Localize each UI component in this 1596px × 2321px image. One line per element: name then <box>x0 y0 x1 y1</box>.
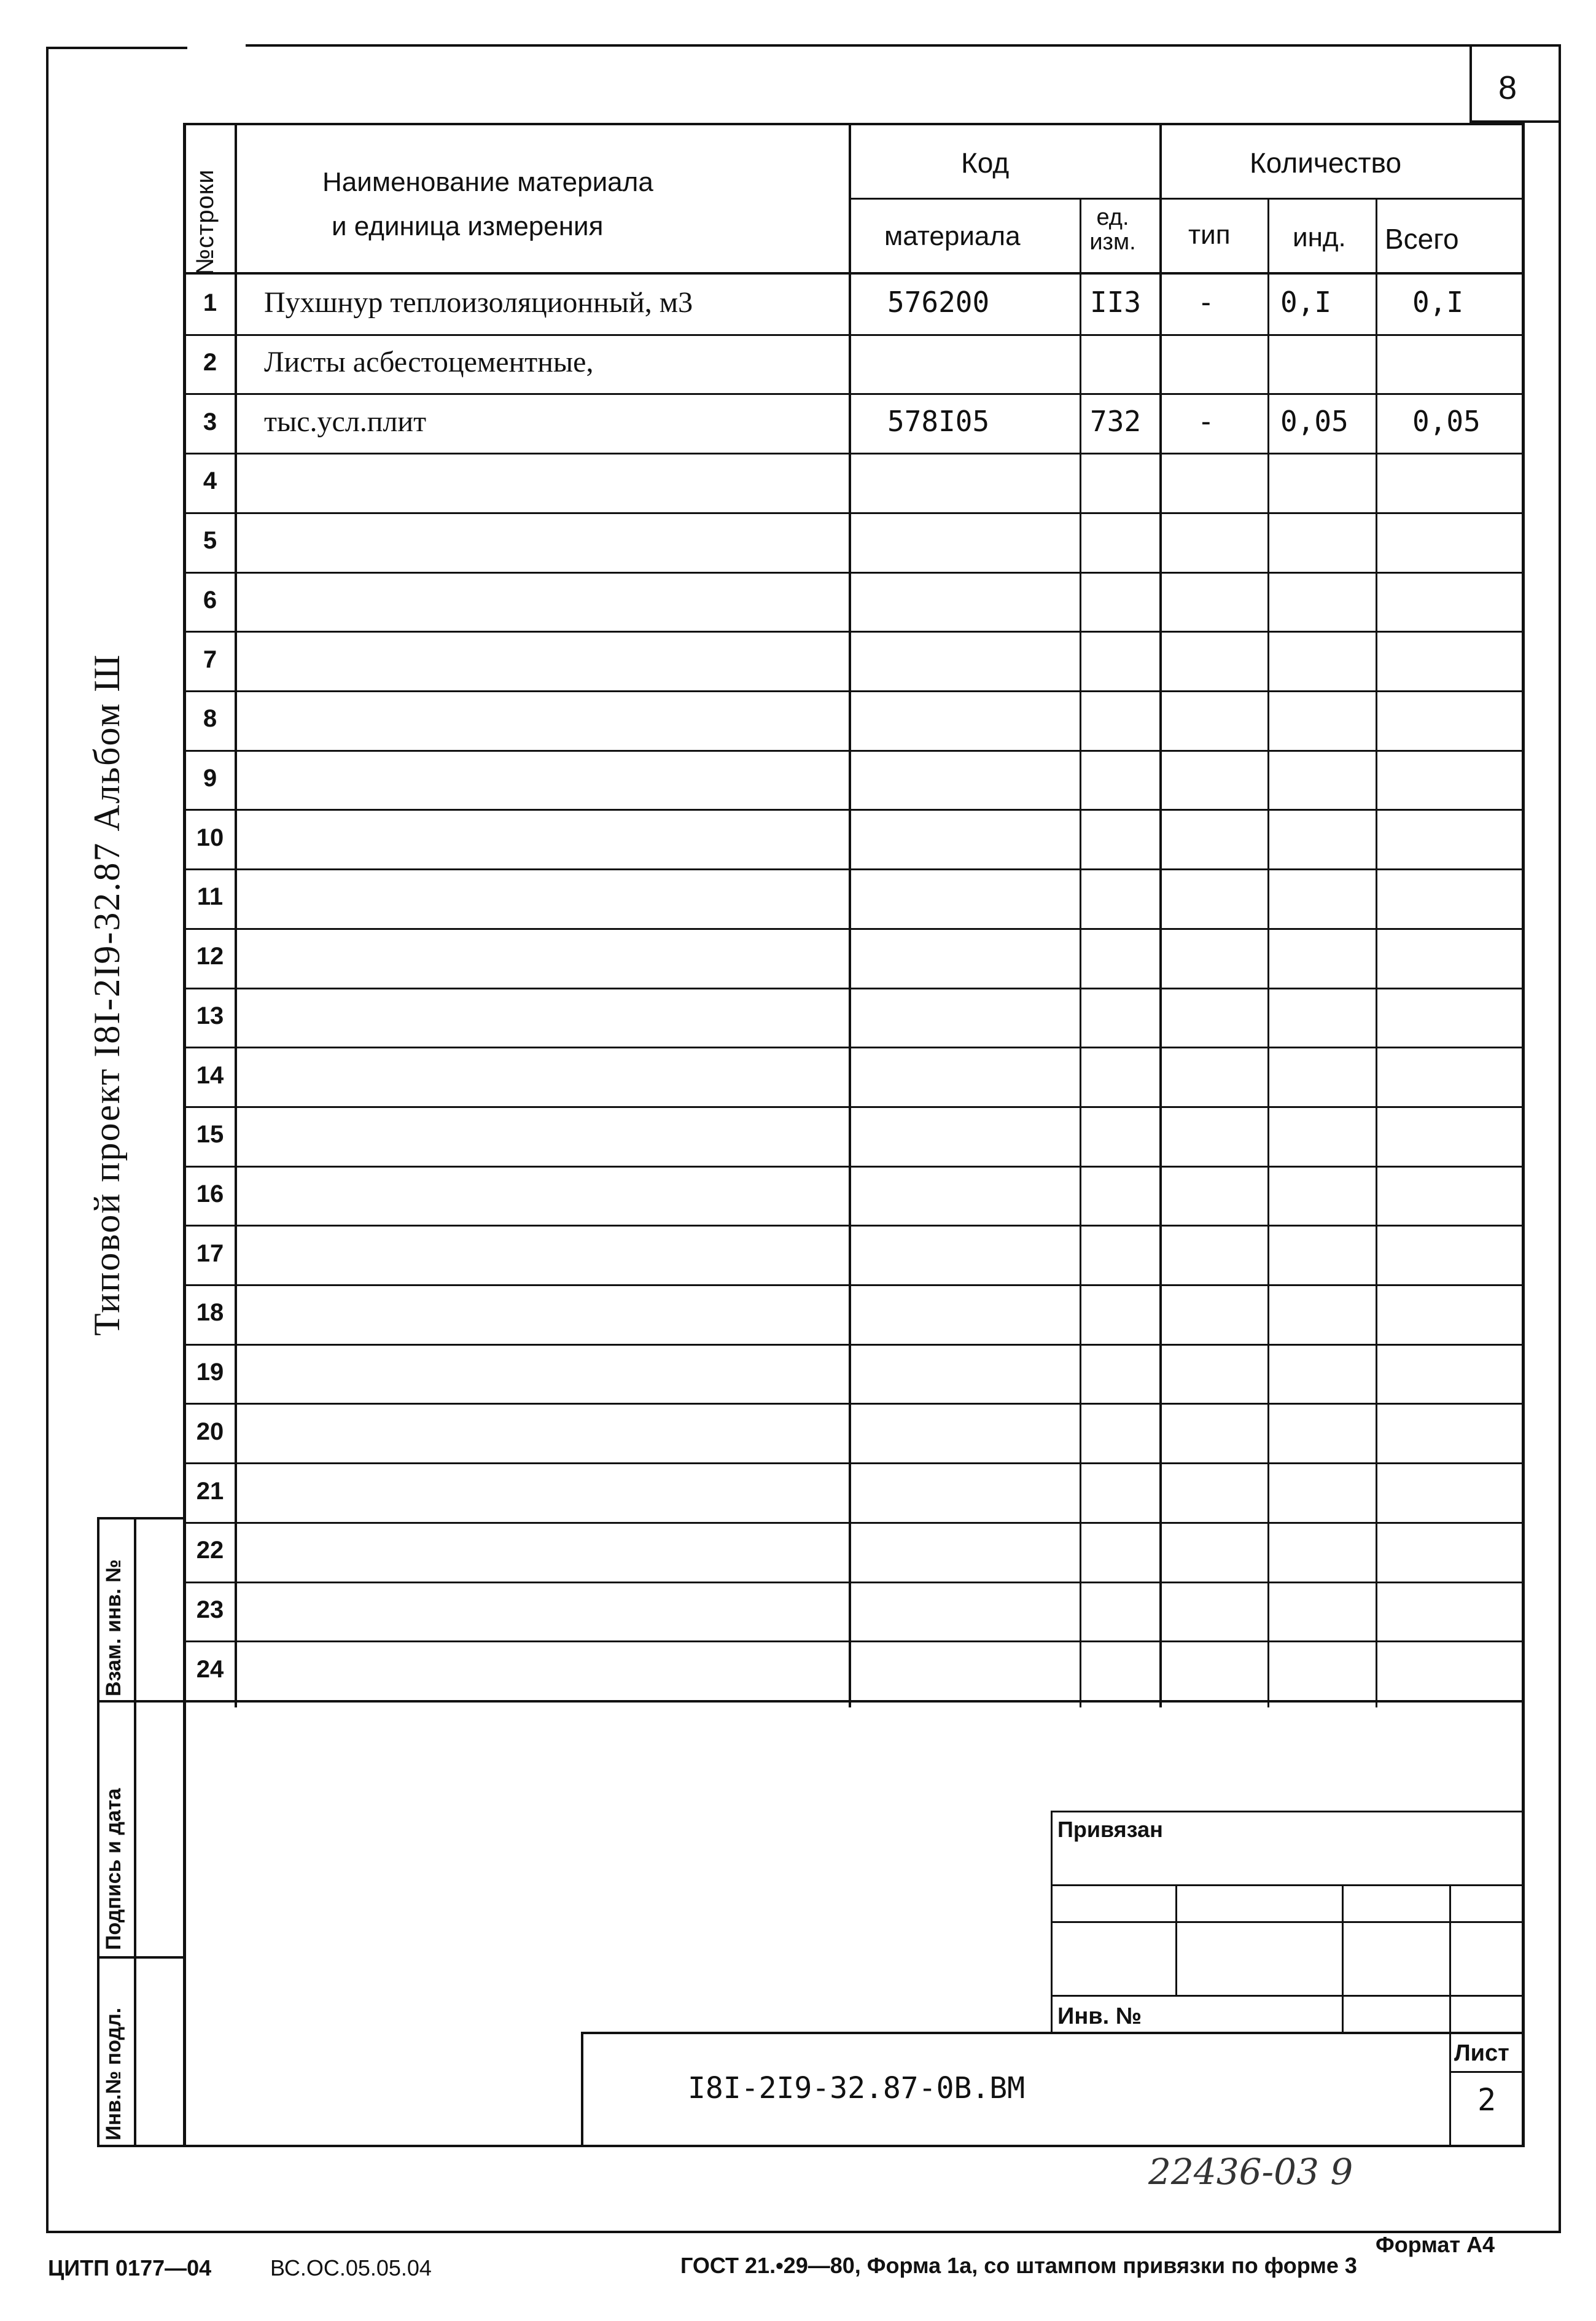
side-stamp-inv-podl: Инв.№ подл. <box>102 2007 125 2140</box>
cell-code: 576200 <box>887 286 990 319</box>
header-code: Код <box>961 147 1010 179</box>
row-number: 16 <box>196 1180 224 1207</box>
row-number: 3 <box>203 408 217 435</box>
footer-format: Формат А4 <box>1376 2232 1495 2257</box>
sheet-number: 8 <box>1498 69 1517 106</box>
row-divider <box>183 1640 1525 1642</box>
stamp-list-label: Лист <box>1454 2040 1509 2066</box>
row-divider <box>183 928 1525 930</box>
row-number: 24 <box>196 1656 224 1683</box>
side-project-title: Типовой проект I8I-2I9-32.87 Альбом Ш <box>87 653 127 1336</box>
row-number: 18 <box>196 1299 224 1326</box>
cell-unit: II3 <box>1090 286 1142 319</box>
cell-name: Листы асбестоцементные, <box>264 346 594 378</box>
row-divider <box>183 1462 1525 1464</box>
cell-type: - <box>1197 405 1215 438</box>
row-number: 20 <box>196 1418 224 1445</box>
row-divider <box>183 393 1525 395</box>
cell-ind: 0,05 <box>1280 405 1349 438</box>
row-divider <box>183 750 1525 752</box>
row-number: 5 <box>203 527 217 554</box>
cell-code: 578I05 <box>887 405 990 438</box>
row-number: 14 <box>196 1062 224 1089</box>
header-code-material: материала <box>884 221 1021 251</box>
footer-right: ГОСТ 21.•29—80, Форма 1а, со штампом привязки по форме 3 <box>680 2253 1357 2278</box>
row-number: 17 <box>196 1240 224 1267</box>
stamp-privyazan: Привязан <box>1057 1817 1163 1842</box>
row-number: 9 <box>203 765 217 792</box>
row-number: 10 <box>196 824 224 851</box>
header-quantity: Количество <box>1250 147 1402 179</box>
row-number: 4 <box>203 467 217 494</box>
cell-name: Пухшнур теплоизоляционный, м3 <box>264 286 693 319</box>
row-divider <box>183 334 1525 336</box>
row-divider <box>183 1344 1525 1346</box>
row-divider <box>183 868 1525 870</box>
header-qty-ind: инд. <box>1293 222 1346 252</box>
row-divider <box>183 512 1525 514</box>
cell-ind: 0,I <box>1280 286 1332 319</box>
row-number: 15 <box>196 1121 224 1148</box>
row-number: 21 <box>196 1478 224 1505</box>
row-divider <box>183 690 1525 692</box>
row-number: 22 <box>196 1537 224 1564</box>
footer-middle: ВС.ОС.05.05.04 <box>270 2255 432 2280</box>
row-divider <box>183 1522 1525 1524</box>
row-divider <box>183 572 1525 574</box>
row-number: 7 <box>203 646 217 673</box>
cell-total: 0,05 <box>1412 405 1481 438</box>
row-divider <box>183 1106 1525 1108</box>
header-qty-type: тип <box>1188 220 1231 250</box>
cell-total: 0,I <box>1412 286 1464 319</box>
cell-name: тыс.усл.плит <box>264 405 427 438</box>
row-divider <box>183 1582 1525 1583</box>
header-name: Наименование материала <box>322 167 653 197</box>
stamp-list-value: 2 <box>1477 2082 1497 2118</box>
handwritten-number: 22436-03 9 <box>1148 2151 1353 2193</box>
header-code-unit: ед. изм. <box>1089 205 1136 255</box>
row-divider <box>183 809 1525 811</box>
row-number: 12 <box>196 943 224 970</box>
row-number: 13 <box>196 1002 224 1029</box>
stamp-inv-no: Инв. № <box>1057 2003 1142 2029</box>
row-divider <box>183 1284 1525 1286</box>
row-number: 23 <box>196 1596 224 1623</box>
row-number: 19 <box>196 1359 224 1386</box>
row-divider <box>183 453 1525 454</box>
header-name-line2: и единица измерения <box>332 211 604 241</box>
side-stamp-podpis: Подпись и дата <box>102 1788 125 1950</box>
header-row-number: №строки <box>192 169 219 275</box>
row-number: 11 <box>197 883 224 910</box>
header-qty-total: Всего <box>1385 223 1459 255</box>
cell-unit: 732 <box>1090 405 1142 438</box>
cell-type: - <box>1197 286 1215 319</box>
row-divider <box>183 1166 1525 1168</box>
row-divider <box>183 1047 1525 1048</box>
row-divider <box>183 631 1525 633</box>
row-number: 6 <box>203 587 217 614</box>
stamp-doc-code: I8I-2I9-32.87-0В.ВМ <box>688 2071 1026 2105</box>
row-number: 1 <box>203 289 217 316</box>
row-divider <box>183 1403 1525 1405</box>
row-divider <box>183 1225 1525 1227</box>
row-divider <box>183 988 1525 989</box>
footer-left: ЦИТП 0177—04 <box>48 2255 212 2280</box>
row-number: 8 <box>203 705 217 732</box>
side-stamp-vzam: Взам. инв. № <box>102 1559 125 1696</box>
row-number: 2 <box>203 349 217 376</box>
